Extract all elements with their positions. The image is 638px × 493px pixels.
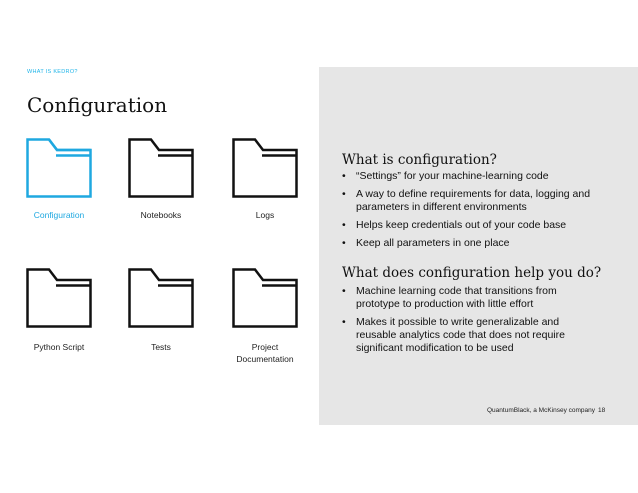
footer-company: QuantumBlack, a McKinsey company	[487, 407, 596, 414]
folder-label-notebooks: Notebooks	[140, 210, 182, 220]
section-kicker: WHAT IS KEDRO?	[27, 69, 78, 75]
logs-folder-icon	[232, 138, 298, 198]
list-item: • A way to define requirements for data, logging and parameters in different environments	[342, 188, 592, 214]
python-script-folder-icon	[26, 268, 92, 328]
bullet-list-what-is	[342, 170, 592, 255]
list-item: • Machine learning code that transitions from prototype to production with little effort	[342, 285, 592, 311]
project-documentation-folder-icon	[232, 268, 298, 328]
slide-title: Configuration	[27, 93, 168, 117]
folder-label-logs: Logs	[255, 210, 275, 220]
folder-label-line: Project	[251, 342, 279, 352]
list-item: • Keep all parameters in one place	[342, 237, 592, 250]
tests-folder-icon	[128, 268, 194, 328]
folder-label-line: Documentation	[236, 354, 294, 364]
list-item: • Helps keep credentials out of your code base	[342, 219, 592, 232]
folder-label-python-script: Python Script	[33, 342, 85, 352]
list-item: • Makes it possible to write generalizable and reusable analytics code that does not require significant modification to be used	[342, 316, 592, 355]
page-number: 18	[598, 407, 606, 414]
folder-label-project-documentation	[210, 341, 320, 365]
folder-label-tests: Tests	[151, 342, 171, 352]
notebooks-folder-icon	[128, 138, 194, 198]
section-heading-what-does: What does configuration help you do?	[342, 265, 602, 281]
list-item: • “Settings” for your machine-learning code	[342, 170, 592, 183]
configuration-folder-icon	[26, 138, 92, 198]
folder-label-configuration: Configuration	[33, 210, 85, 220]
bullet-list-what-does	[342, 285, 592, 360]
section-heading-what-is: What is configuration?	[342, 152, 497, 168]
